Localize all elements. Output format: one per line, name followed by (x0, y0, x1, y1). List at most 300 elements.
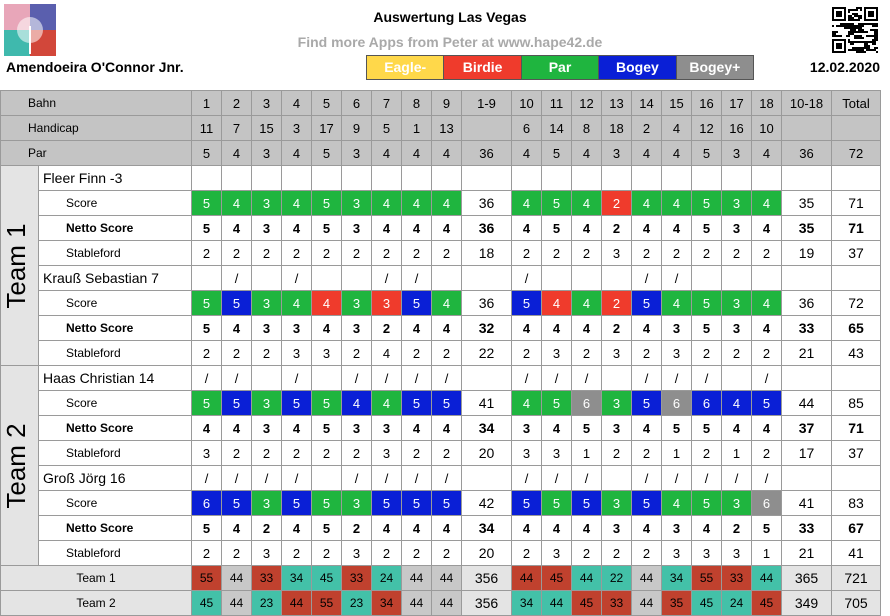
app-logo-icon[interactable] (4, 4, 56, 56)
stroke-mark: / (402, 466, 432, 491)
score-cell: 4 (752, 191, 782, 216)
hole-row (1, 91, 881, 116)
stableford-cell: 2 (632, 441, 662, 466)
netto-cell: 4 (752, 416, 782, 441)
player-name-cell: Groß Jörg 16 (39, 466, 192, 491)
stableford-cell: 2 (432, 341, 462, 366)
team-total-row (1, 591, 881, 616)
cell: 18 (602, 116, 632, 141)
stableford-cell: 2 (432, 541, 462, 566)
netto-cell: 3 (342, 316, 372, 341)
team-total-cell: 44 (632, 566, 662, 591)
netto-cell: 2 (602, 216, 632, 241)
score-cell: 5 (192, 191, 222, 216)
score-cell: 5 (402, 491, 432, 516)
stableford-cell: 3 (192, 441, 222, 466)
score-cell: 5 (542, 191, 572, 216)
netto-cell: 4 (632, 416, 662, 441)
cell: 5 (372, 116, 402, 141)
cell: 17 (722, 91, 752, 116)
stroke-mark: / (752, 366, 782, 391)
stroke-mark (312, 466, 342, 491)
stableford-cell: 2 (312, 241, 342, 266)
stroke-mark (572, 166, 602, 191)
stroke-mark (342, 166, 372, 191)
score-cell: 5 (282, 391, 312, 416)
score-cell: 36 (462, 291, 512, 316)
cell: 36 (462, 141, 512, 166)
netto-row (1, 416, 881, 441)
stableford-cell: 3 (312, 341, 342, 366)
score-cell: 41 (782, 491, 832, 516)
netto-cell: 5 (572, 416, 602, 441)
score-cell: 5 (312, 491, 342, 516)
score-row (1, 491, 881, 516)
score-cell: 4 (632, 191, 662, 216)
team-label-vertical (1, 366, 39, 566)
netto-cell: 4 (282, 216, 312, 241)
netto-label: Netto Score (39, 216, 192, 241)
team-total-cell: 356 (462, 591, 512, 616)
cell: Total (832, 91, 881, 116)
stableford-cell: 2 (282, 541, 312, 566)
score-cell: 4 (512, 391, 542, 416)
netto-cell: 4 (752, 216, 782, 241)
score-cell: 4 (402, 191, 432, 216)
netto-cell: 4 (222, 216, 252, 241)
score-cell: 2 (602, 191, 632, 216)
stableford-cell: 2 (632, 341, 662, 366)
netto-row (1, 516, 881, 541)
stroke-mark (462, 266, 512, 291)
team-total-cell: 45 (752, 591, 782, 616)
stableford-cell: 2 (432, 241, 462, 266)
stroke-mark (722, 266, 752, 291)
netto-cell: 4 (692, 516, 722, 541)
netto-cell: 4 (512, 216, 542, 241)
stroke-mark (832, 166, 881, 191)
stroke-mark: / (692, 466, 722, 491)
stableford-label: Stableford (39, 241, 192, 266)
stableford-cell: 22 (462, 341, 512, 366)
stableford-cell: 2 (752, 441, 782, 466)
cell: 5 (192, 141, 222, 166)
stableford-cell: 2 (192, 541, 222, 566)
stroke-mark (282, 166, 312, 191)
team-vertical-text: Team 2 (0, 422, 31, 509)
cell: 72 (832, 141, 881, 166)
netto-cell: 67 (832, 516, 881, 541)
stableford-cell: 2 (222, 441, 252, 466)
team-total-cell: 45 (692, 591, 722, 616)
netto-cell: 4 (402, 316, 432, 341)
score-cell: 85 (832, 391, 881, 416)
team-total-cell: 33 (342, 566, 372, 591)
team-label-vertical (1, 166, 39, 366)
cell: 1-9 (462, 91, 512, 116)
stableford-cell: 2 (722, 241, 752, 266)
stableford-cell: 2 (222, 341, 252, 366)
team-total-cell: 55 (312, 591, 342, 616)
stableford-cell: 1 (572, 441, 602, 466)
cell: 15 (662, 91, 692, 116)
stableford-cell: 2 (222, 241, 252, 266)
netto-cell: 34 (462, 516, 512, 541)
stroke-mark (782, 366, 832, 391)
score-cell: 4 (662, 191, 692, 216)
score-cell: 42 (462, 491, 512, 516)
netto-cell: 4 (192, 416, 222, 441)
netto-cell: 3 (602, 416, 632, 441)
stroke-mark (572, 266, 602, 291)
team-total-cell: 33 (602, 591, 632, 616)
legend-bogey: Bogey (598, 56, 675, 79)
stableford-cell: 20 (462, 541, 512, 566)
stroke-mark: / (662, 366, 692, 391)
score-cell: 5 (632, 491, 662, 516)
cell: 5 (312, 141, 342, 166)
stableford-cell: 37 (832, 241, 881, 266)
cell: 6 (342, 91, 372, 116)
stableford-cell: 21 (782, 341, 832, 366)
stableford-cell: 2 (192, 241, 222, 266)
stableford-cell: 17 (782, 441, 832, 466)
netto-cell: 4 (752, 316, 782, 341)
stableford-cell: 43 (832, 341, 881, 366)
team-total-cell: 44 (222, 566, 252, 591)
stableford-cell: 2 (602, 541, 632, 566)
stableford-cell: 2 (692, 341, 722, 366)
cell: 3 (282, 116, 312, 141)
stroke-mark: / (222, 266, 252, 291)
cell: 2 (632, 116, 662, 141)
par-row-label: Par (1, 141, 192, 166)
netto-cell: 4 (402, 216, 432, 241)
handicap-row (1, 116, 881, 141)
stableford-label: Stableford (39, 341, 192, 366)
stableford-cell: 2 (402, 541, 432, 566)
cell: 1 (402, 116, 432, 141)
cell: 10 (752, 116, 782, 141)
stroke-mark: / (722, 466, 752, 491)
stableford-cell: 2 (342, 441, 372, 466)
stroke-mark: / (512, 466, 542, 491)
netto-cell: 5 (312, 416, 342, 441)
netto-cell: 3 (722, 216, 752, 241)
score-cell: 6 (192, 491, 222, 516)
netto-cell: 4 (632, 316, 662, 341)
team-total-cell: 34 (282, 566, 312, 591)
team-total-cell: 44 (632, 591, 662, 616)
netto-cell: 5 (662, 416, 692, 441)
header (0, 0, 890, 90)
cell: 11 (542, 91, 572, 116)
stroke-mark (542, 266, 572, 291)
netto-cell: 4 (432, 516, 462, 541)
score-cell: 5 (222, 291, 252, 316)
cell: 4 (662, 141, 692, 166)
cell: 3 (722, 141, 752, 166)
stroke-mark (542, 166, 572, 191)
stableford-cell: 2 (692, 441, 722, 466)
netto-cell: 3 (252, 316, 282, 341)
stroke-mark (252, 166, 282, 191)
stableford-cell: 37 (832, 441, 881, 466)
stroke-mark: / (542, 466, 572, 491)
netto-cell: 36 (462, 216, 512, 241)
netto-cell: 3 (252, 416, 282, 441)
team-total-cell: 45 (312, 566, 342, 591)
stableford-cell: 2 (512, 241, 542, 266)
team-total-cell: 365 (782, 566, 832, 591)
netto-cell: 33 (782, 516, 832, 541)
stroke-mark (462, 366, 512, 391)
stroke-mark: / (282, 366, 312, 391)
stableford-cell: 2 (252, 241, 282, 266)
stroke-mark (832, 466, 881, 491)
stroke-mark (722, 166, 752, 191)
score-cell: 5 (752, 391, 782, 416)
netto-row (1, 216, 881, 241)
netto-cell: 2 (722, 516, 752, 541)
stableford-cell: 3 (542, 441, 572, 466)
stroke-mark (722, 366, 752, 391)
netto-cell: 71 (832, 416, 881, 441)
score-cell: 3 (342, 491, 372, 516)
stableford-cell: 3 (342, 541, 372, 566)
stableford-cell: 2 (572, 341, 602, 366)
cell: 4 (512, 141, 542, 166)
netto-cell: 5 (692, 416, 722, 441)
stroke-mark: / (192, 466, 222, 491)
score-cell: 3 (342, 191, 372, 216)
score-label: Score (39, 191, 192, 216)
team-total-cell: 34 (372, 591, 402, 616)
team-total-cell: 24 (372, 566, 402, 591)
stableford-cell: 2 (252, 441, 282, 466)
stroke-mark (832, 266, 881, 291)
score-cell: 3 (252, 391, 282, 416)
stableford-cell: 2 (342, 341, 372, 366)
stroke-mark (312, 266, 342, 291)
netto-cell: 2 (252, 516, 282, 541)
score-cell: 4 (572, 191, 602, 216)
cell: 14 (632, 91, 662, 116)
stroke-mark: / (372, 366, 402, 391)
cell: 7 (372, 91, 402, 116)
stableford-cell: 3 (662, 341, 692, 366)
team-total-cell: 23 (252, 591, 282, 616)
stableford-cell: 3 (692, 541, 722, 566)
stroke-mark: / (342, 466, 372, 491)
netto-cell: 4 (572, 516, 602, 541)
stableford-cell: 21 (782, 541, 832, 566)
score-cell: 41 (462, 391, 512, 416)
stableford-cell: 41 (832, 541, 881, 566)
stableford-cell: 3 (252, 541, 282, 566)
score-cell: 3 (722, 491, 752, 516)
cell: 17 (312, 116, 342, 141)
stableford-cell: 2 (602, 441, 632, 466)
stableford-cell: 2 (222, 541, 252, 566)
stableford-cell: 2 (372, 241, 402, 266)
score-cell: 5 (692, 191, 722, 216)
score-cell: 5 (222, 391, 252, 416)
stroke-mark (782, 466, 832, 491)
stableford-cell: 2 (282, 441, 312, 466)
stableford-cell: 4 (372, 341, 402, 366)
scorecard-table (0, 90, 881, 616)
score-cell: 5 (192, 391, 222, 416)
team-total-cell: 44 (542, 591, 572, 616)
stableford-cell: 2 (312, 541, 342, 566)
stableford-cell: 2 (662, 241, 692, 266)
score-cell: 83 (832, 491, 881, 516)
netto-cell: 5 (542, 216, 572, 241)
stroke-mark (662, 166, 692, 191)
player-name-cell: Fleer Finn -3 (39, 166, 192, 191)
netto-label: Netto Score (39, 316, 192, 341)
netto-cell: 71 (832, 216, 881, 241)
cell: 13 (602, 91, 632, 116)
cell: 14 (542, 116, 572, 141)
netto-row (1, 316, 881, 341)
stroke-mark: / (662, 466, 692, 491)
netto-cell: 4 (632, 516, 662, 541)
player-name: Amendoeira O'Connor Jnr. (6, 59, 184, 75)
stableford-cell: 2 (692, 241, 722, 266)
score-cell: 6 (752, 491, 782, 516)
score-cell: 5 (222, 491, 252, 516)
score-cell: 4 (222, 191, 252, 216)
score-cell: 4 (512, 191, 542, 216)
score-row (1, 291, 881, 316)
netto-cell: 4 (372, 216, 402, 241)
score-cell: 44 (782, 391, 832, 416)
stroke-mark: / (222, 466, 252, 491)
stableford-cell: 3 (282, 341, 312, 366)
stableford-cell: 2 (312, 441, 342, 466)
stableford-row (1, 241, 881, 266)
score-cell: 5 (432, 491, 462, 516)
team-total-cell: 22 (602, 566, 632, 591)
score-cell: 4 (372, 191, 402, 216)
stroke-mark (462, 166, 512, 191)
stroke-mark: / (512, 266, 542, 291)
cell: 4 (282, 91, 312, 116)
team-total-cell: 33 (252, 566, 282, 591)
team-vertical-text: Team 1 (0, 222, 31, 309)
stableford-cell: 3 (512, 441, 542, 466)
cell: 4 (632, 141, 662, 166)
score-cell: 5 (692, 291, 722, 316)
stroke-mark: / (192, 366, 222, 391)
score-cell: 4 (432, 291, 462, 316)
score-cell: 5 (282, 491, 312, 516)
team-total-cell: 34 (512, 591, 542, 616)
stableford-cell: 2 (432, 441, 462, 466)
cell: 3 (252, 141, 282, 166)
cell: 4 (662, 116, 692, 141)
team-total-cell: 356 (462, 566, 512, 591)
stableford-cell: 1 (722, 441, 752, 466)
netto-cell: 4 (402, 416, 432, 441)
score-cell: 4 (282, 191, 312, 216)
stableford-row (1, 441, 881, 466)
netto-cell: 3 (282, 316, 312, 341)
netto-cell: 5 (312, 216, 342, 241)
score-cell: 5 (402, 391, 432, 416)
score-cell: 4 (282, 291, 312, 316)
cell: 5 (542, 141, 572, 166)
score-row (1, 191, 881, 216)
netto-cell: 3 (722, 316, 752, 341)
netto-cell: 3 (252, 216, 282, 241)
score-cell: 3 (722, 291, 752, 316)
stroke-mark (252, 366, 282, 391)
qr-code-icon (832, 7, 878, 53)
stableford-cell: 2 (372, 541, 402, 566)
stableford-cell: 3 (372, 441, 402, 466)
stableford-cell: 2 (722, 341, 752, 366)
cell: 3 (602, 141, 632, 166)
cell: 8 (572, 116, 602, 141)
cell: 12 (572, 91, 602, 116)
cell: 4 (402, 141, 432, 166)
netto-cell: 4 (222, 416, 252, 441)
report-title: Auswertung Las Vegas (373, 9, 527, 25)
stableford-label: Stableford (39, 541, 192, 566)
cell: 3 (252, 91, 282, 116)
netto-cell: 5 (752, 516, 782, 541)
score-cell: 3 (252, 491, 282, 516)
score-cell: 5 (432, 391, 462, 416)
stroke-mark: / (432, 366, 462, 391)
stroke-mark (752, 166, 782, 191)
netto-cell: 35 (782, 216, 832, 241)
cell: 10-18 (782, 91, 832, 116)
score-cell: 4 (752, 291, 782, 316)
cell: 4 (752, 141, 782, 166)
score-cell: 4 (662, 491, 692, 516)
team-total-row (1, 566, 881, 591)
stroke-mark (832, 366, 881, 391)
cell: 16 (692, 91, 722, 116)
stableford-cell: 2 (402, 241, 432, 266)
score-cell: 3 (372, 291, 402, 316)
score-cell: 4 (432, 191, 462, 216)
cell: 4 (432, 141, 462, 166)
netto-cell: 5 (312, 516, 342, 541)
score-cell: 4 (662, 291, 692, 316)
stableford-cell: 2 (632, 241, 662, 266)
team-total-cell: 44 (282, 591, 312, 616)
cell: 13 (432, 116, 462, 141)
stableford-cell: 2 (342, 241, 372, 266)
cell: 6 (512, 116, 542, 141)
score-cell: 3 (602, 391, 632, 416)
netto-cell: 3 (662, 316, 692, 341)
stroke-mark (602, 266, 632, 291)
score-cell: 5 (372, 491, 402, 516)
score-cell: 4 (342, 391, 372, 416)
team-total-cell: 45 (572, 591, 602, 616)
stroke-mark: / (252, 466, 282, 491)
stroke-mark: / (632, 366, 662, 391)
netto-cell: 3 (662, 516, 692, 541)
player-row (1, 466, 881, 491)
team-total-cell: 35 (662, 591, 692, 616)
